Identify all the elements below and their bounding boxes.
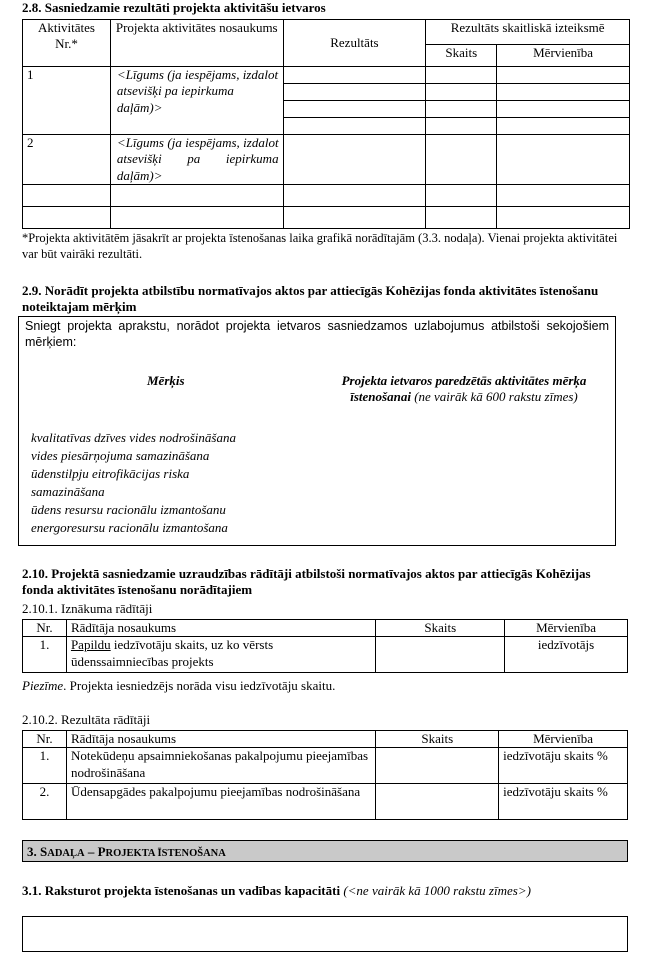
cell: [426, 84, 497, 101]
section-2-8-note: *Projekta aktivitātēm jāsakrīt ar projekta īstenošanas laika grafikā norādītajām (3.3. nodaļa). Vienai projekta aktivitātei var būt vairāki rezultāti.: [22, 231, 618, 261]
cell: [497, 185, 630, 207]
cell: [497, 101, 630, 118]
cell: [497, 118, 630, 135]
note-text: . Projekta iesniedzējs norāda visu iedzīvotāju skaitu.: [63, 678, 336, 693]
cell: [497, 67, 630, 84]
indicator-nr: 1.: [23, 637, 67, 673]
cell: [23, 207, 111, 229]
activities-header-bold: Projekta ietvaros paredzētās aktivitātes mērķa īstenošanai: [341, 373, 587, 405]
cell: [283, 185, 426, 207]
header-unit: Mērvienība: [505, 620, 628, 637]
cell: [283, 84, 426, 101]
cell: [426, 207, 497, 229]
cell: [497, 135, 630, 185]
indicator-unit: iedzīvotāju skaits %: [499, 748, 628, 784]
cell: [426, 101, 497, 118]
output-indicators-table: [22, 619, 628, 673]
cell: [426, 185, 497, 207]
section-2-9-heading: 2.9. Norādīt projekta atbilstību normatīvajos aktos par attiecīgās Kohēzijas fonda aktivitātes īstenošanu noteiktajam mērķim: [22, 283, 599, 315]
indicator-name-rest: iedzīvotāju skaits, uz ko vērsts ūdenssaimniecības projekts: [70, 637, 274, 669]
goal-item: energoresursu racionālu izmantošana: [31, 520, 228, 535]
section-3-1-note: (<ne vairāk kā 1000 rakstu zīmes>): [343, 883, 531, 898]
cell: [426, 135, 497, 185]
row2-no: 2: [23, 135, 111, 185]
header-quantitative: Rezultāts skaitliskā izteiksmē: [426, 20, 630, 45]
indicator-name: Ūdensapgādes pakalpojumu pieejamības nodrošināšana: [66, 784, 375, 820]
indicator-nr: 2.: [23, 784, 67, 820]
section-2-10-1-heading: 2.10.1. Iznākuma rādītāji: [22, 601, 153, 616]
header-nr: Nr.: [23, 731, 67, 748]
goals-box: [18, 316, 616, 546]
indicator-name: [66, 637, 375, 673]
indicator-name-underlined: Papildu: [70, 637, 111, 653]
activities-column-header: [319, 373, 609, 406]
indicator-count: [376, 784, 499, 820]
indicator-unit: iedzīvotāju skaits %: [499, 784, 628, 820]
section-2-10-heading: 2.10. Projektā sasniedzamie uzraudzības rādītāji atbilstoši normatīvajos aktos par attiecīgās Kohēzijas fonda aktivitātes īstenošanu norādītajiem: [22, 566, 591, 598]
cell: [23, 185, 111, 207]
header-unit: Mērvienība: [499, 731, 628, 748]
goals-column-header: Mērķis: [147, 373, 185, 388]
header-indicator-name: Rādītāja nosaukums: [66, 620, 375, 637]
goal-item: vides piesārņojuma samazināšana: [31, 448, 210, 463]
title-part-small: ADAĻA: [47, 848, 85, 859]
header-nr: Nr.: [23, 620, 67, 637]
population-note: [22, 678, 335, 694]
goals-list: [31, 429, 301, 537]
cell: [426, 67, 497, 84]
cell: [110, 185, 283, 207]
cell: [283, 135, 426, 185]
cell: [426, 118, 497, 135]
indicator-unit: iedzīvotājs: [505, 637, 628, 673]
cell: [497, 84, 630, 101]
header-count: Skaits: [426, 44, 497, 66]
title-part: 3. S: [27, 844, 48, 859]
indicator-name: Notekūdeņu apsaimniekošanas pakalpojumu pieejamības nodrošināšana: [66, 748, 375, 784]
header-unit: Mērvienība: [497, 44, 630, 66]
header-count: Skaits: [376, 620, 505, 637]
goal-item: kvalitatīvas dzīves vides nodrošināšana: [31, 430, 236, 445]
cell: [283, 118, 426, 135]
section-3-title-bar: [22, 840, 628, 862]
header-count: Skaits: [376, 731, 499, 748]
indicator-count: [376, 637, 505, 673]
row1-name: <Līgums (ja iespējams, izdalot atsevišķi pa iepirkuma daļām)>: [110, 67, 283, 135]
results-table: [22, 19, 630, 229]
goals-intro: Sniegt projekta aprakstu, norādot projekta ietvaros sasniedzamos uzlabojumus atbilstoši sekojošiem mērķiem:: [25, 319, 609, 349]
row2-name: <Līgums (ja iespējams, izdalot atsevišķi pa iepirkuma daļām)>: [110, 135, 283, 185]
note-label: Piezīme: [22, 678, 64, 693]
section-2-8-heading: 2.8. Sasniedzamie rezultāti projekta aktivitāšu ietvaros: [22, 0, 326, 15]
section-3-1-heading: [22, 883, 622, 899]
cell: [497, 207, 630, 229]
indicator-count: [376, 748, 499, 784]
capacity-input-box[interactable]: [22, 916, 628, 952]
header-activity-no: Aktivitātes Nr.*: [23, 20, 111, 67]
title-part-small: ROJEKTA ĪSTENOŠANA: [105, 848, 226, 859]
cell: [283, 101, 426, 118]
goal-item: ūdenstilpju eitrofikācijas riska samazināšana: [31, 466, 190, 499]
cell: [283, 207, 426, 229]
result-indicators-table: [22, 730, 628, 820]
section-3-1-title: 3.1. Raksturot projekta īstenošanas un vadības kapacitāti: [22, 883, 341, 898]
cell: [110, 207, 283, 229]
title-part: – P: [84, 844, 106, 859]
cell: [283, 67, 426, 84]
header-result: Rezultāts: [283, 20, 426, 67]
header-activity-name: Projekta aktivitātes nosaukums: [110, 20, 283, 67]
row1-no: 1: [23, 67, 111, 135]
indicator-nr: 1.: [23, 748, 67, 784]
activities-header-note: (ne vairāk kā 600 rakstu zīmes): [414, 389, 578, 405]
goal-item: ūdens resursu racionālu izmantošanu: [31, 502, 226, 517]
header-indicator-name: Rādītāja nosaukums: [66, 731, 375, 748]
section-2-10-2-heading: 2.10.2. Rezultāta rādītāji: [22, 712, 151, 727]
